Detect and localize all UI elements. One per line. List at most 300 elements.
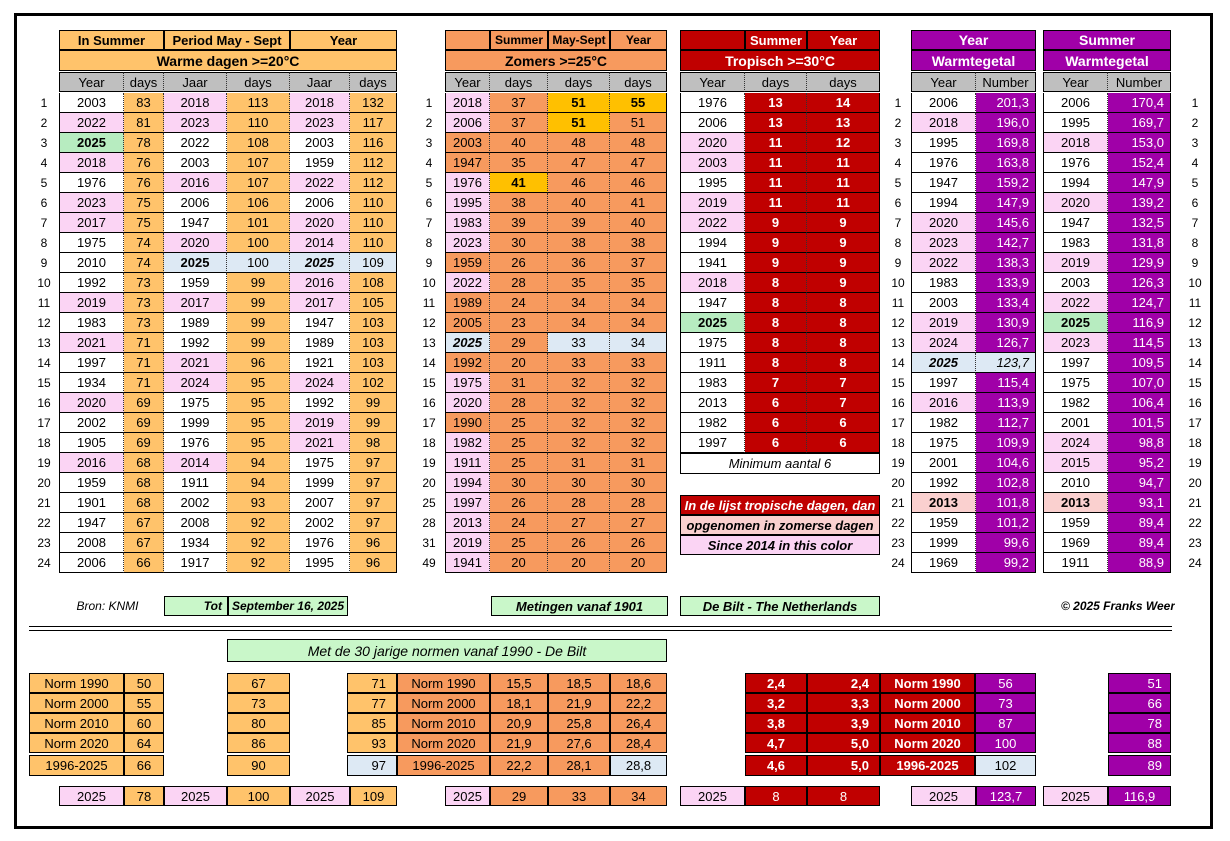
warmtegetal-year-cell: 2024 bbox=[911, 333, 976, 353]
warm-cell: 75 bbox=[124, 193, 164, 213]
current-warm-cell: 2025 bbox=[290, 786, 350, 806]
warmtegetal-year-cell: 2019 bbox=[1043, 253, 1108, 273]
zomers-cell: 28 bbox=[490, 393, 548, 413]
warm-cell: 105 bbox=[350, 293, 397, 313]
rank-number: 15 bbox=[1188, 376, 1202, 390]
header-year: Year bbox=[290, 30, 397, 50]
warm-cell: 96 bbox=[350, 533, 397, 553]
warmtegetal-number-cell: 89,4 bbox=[1108, 513, 1171, 533]
rank-number: 8 bbox=[40, 236, 48, 250]
norm-label: Norm 2010 bbox=[29, 713, 124, 733]
trop-cell: 8 bbox=[745, 333, 807, 353]
rank-number: 8 bbox=[425, 236, 433, 250]
header-summer: Summer bbox=[745, 30, 807, 50]
warm-cell: 2017 bbox=[164, 293, 227, 313]
norm-value: 28,4 bbox=[610, 733, 667, 753]
trop-cell: 7 bbox=[745, 373, 807, 393]
rank-number: 16 bbox=[422, 396, 436, 410]
note-color: Since 2014 in this color bbox=[680, 535, 880, 555]
warmtegetal-number-cell: 152,4 bbox=[1108, 153, 1171, 173]
rank-number: 11 bbox=[422, 296, 436, 310]
warmtegetal-number-cell: 102,8 bbox=[976, 473, 1036, 493]
warm-cell: 1976 bbox=[290, 533, 350, 553]
warmtegetal-number-cell: 101,2 bbox=[976, 513, 1036, 533]
zomers-cell: 32 bbox=[548, 393, 610, 413]
note-summer: opgenomen in zomerse dagen bbox=[680, 515, 880, 535]
warm-cell: 1911 bbox=[164, 473, 227, 493]
rank-number: 49 bbox=[422, 556, 436, 570]
trop-cell: 8 bbox=[807, 333, 880, 353]
current-warm-cell: 109 bbox=[350, 786, 397, 806]
zomers-cell: 2013 bbox=[445, 513, 490, 533]
zomers-cell: 20 bbox=[610, 553, 667, 573]
zomers-cell: 29 bbox=[490, 333, 548, 353]
trop-cell: 9 bbox=[807, 253, 880, 273]
zomers-cell: 35 bbox=[548, 273, 610, 293]
rank-number: 23 bbox=[891, 536, 905, 550]
rank-number: 25 bbox=[422, 496, 436, 510]
warm-cell: 97 bbox=[350, 453, 397, 473]
rank-number: 1 bbox=[40, 96, 48, 110]
location-label: De Bilt - The Netherlands bbox=[680, 596, 880, 616]
warmtegetal-number-cell: 129,9 bbox=[1108, 253, 1171, 273]
zomers-cell: 34 bbox=[548, 293, 610, 313]
warmtegetal-number-cell: 109,9 bbox=[976, 433, 1036, 453]
trop-cell: 1995 bbox=[680, 173, 745, 193]
warm-cell: 110 bbox=[350, 193, 397, 213]
zomers-cell: 39 bbox=[490, 213, 548, 233]
trop-cell: 8 bbox=[807, 353, 880, 373]
zomers-cell: 2020 bbox=[445, 393, 490, 413]
column-header: days bbox=[548, 72, 610, 92]
rank-number: 11 bbox=[891, 296, 905, 310]
zomers-cell: 30 bbox=[490, 233, 548, 253]
warm-cell: 2017 bbox=[290, 293, 350, 313]
zomers-cell: 35 bbox=[610, 273, 667, 293]
warm-cell: 132 bbox=[350, 93, 397, 113]
warmtegetal-year-cell: 1983 bbox=[1043, 233, 1108, 253]
norm-value: 67 bbox=[227, 673, 290, 693]
warm-cell: 2025 bbox=[164, 253, 227, 273]
zomers-cell: 2022 bbox=[445, 273, 490, 293]
warm-cell: 74 bbox=[124, 253, 164, 273]
rank-number: 18 bbox=[891, 436, 905, 450]
warmtegetal-year-cell: 1992 bbox=[911, 473, 976, 493]
zomers-cell: 24 bbox=[490, 293, 548, 313]
warm-cell: 100 bbox=[227, 253, 290, 273]
warm-cell: 2023 bbox=[290, 113, 350, 133]
warm-cell: 2002 bbox=[290, 513, 350, 533]
warm-cell: 68 bbox=[124, 453, 164, 473]
trop-cell: 1941 bbox=[680, 253, 745, 273]
rank-number: 17 bbox=[1188, 416, 1202, 430]
rank-number: 6 bbox=[40, 196, 48, 210]
warm-cell: 1917 bbox=[164, 553, 227, 573]
rank-number: 20 bbox=[422, 476, 436, 490]
norm-value: 97 bbox=[347, 755, 397, 776]
warm-cell: 1983 bbox=[59, 313, 124, 333]
warmtegetal-number-cell: 130,9 bbox=[976, 313, 1036, 333]
warmtegetal-number-cell: 163,8 bbox=[976, 153, 1036, 173]
rank-number: 13 bbox=[1188, 336, 1202, 350]
zomers-cell: 23 bbox=[490, 313, 548, 333]
rank-number: 3 bbox=[425, 136, 433, 150]
warm-cell: 2017 bbox=[59, 213, 124, 233]
warmtegetal-year-cell: 2003 bbox=[911, 293, 976, 313]
warm-cell: 2018 bbox=[164, 93, 227, 113]
current-warm-cell: 78 bbox=[124, 786, 164, 806]
rank-number: 12 bbox=[37, 316, 51, 330]
rank-number: 12 bbox=[1188, 316, 1202, 330]
warm-cell: 108 bbox=[227, 133, 290, 153]
column-header: Year bbox=[445, 72, 490, 92]
warm-cell: 2024 bbox=[164, 373, 227, 393]
header-year: Year bbox=[807, 30, 880, 50]
zomers-cell: 31 bbox=[548, 453, 610, 473]
trop-cell: 1983 bbox=[680, 373, 745, 393]
rank-number: 18 bbox=[1188, 436, 1202, 450]
norm-value: 60 bbox=[124, 713, 164, 733]
trop-cell: 9 bbox=[745, 213, 807, 233]
rank-number: 14 bbox=[37, 356, 51, 370]
norm-value: 15,5 bbox=[490, 673, 548, 693]
warmtegetal-number-cell: 95,2 bbox=[1108, 453, 1171, 473]
warm-cell: 2020 bbox=[59, 393, 124, 413]
rank-number: 12 bbox=[891, 316, 905, 330]
zomers-cell: 32 bbox=[548, 413, 610, 433]
zomers-cell: 1941 bbox=[445, 553, 490, 573]
zomers-cell: 32 bbox=[610, 433, 667, 453]
column-header: days bbox=[350, 72, 397, 92]
norm-value: 3,2 bbox=[745, 693, 807, 713]
zomers-cell: 37 bbox=[490, 113, 548, 133]
zomers-cell: 26 bbox=[610, 533, 667, 553]
warm-cell: 102 bbox=[350, 373, 397, 393]
zomers-cell: 1989 bbox=[445, 293, 490, 313]
minimum-note: Minimum aantal 6 bbox=[680, 453, 880, 474]
zomers-cell: 47 bbox=[548, 153, 610, 173]
warmtegetal-year-cell: 1976 bbox=[1043, 153, 1108, 173]
header-in-summer: In Summer bbox=[59, 30, 164, 50]
header-warme-dagen: Warme dagen >=20°C bbox=[59, 50, 397, 71]
trop-cell: 6 bbox=[745, 393, 807, 413]
norm-value: 73 bbox=[975, 693, 1036, 713]
rank-number: 9 bbox=[894, 256, 902, 270]
warmtegetal-year-cell: 1982 bbox=[1043, 393, 1108, 413]
zomers-cell: 30 bbox=[548, 473, 610, 493]
warmtegetal-year-cell: 2023 bbox=[911, 233, 976, 253]
warmtegetal-year-cell: 2025 bbox=[911, 353, 976, 373]
warmtegetal-number-cell: 139,2 bbox=[1108, 193, 1171, 213]
norm-label: 1996-2025 bbox=[29, 755, 124, 776]
zomers-cell: 25 bbox=[490, 413, 548, 433]
separator-line bbox=[29, 630, 1172, 631]
norm-value: 2,4 bbox=[745, 673, 807, 693]
warmtegetal-number-cell: 201,3 bbox=[976, 93, 1036, 113]
norm-value: 5,0 bbox=[807, 733, 880, 753]
rank-number: 7 bbox=[40, 216, 48, 230]
rank-number: 19 bbox=[422, 456, 436, 470]
warm-cell: 1959 bbox=[290, 153, 350, 173]
warm-cell: 1975 bbox=[59, 233, 124, 253]
warmtegetal-number-cell: 107,0 bbox=[1108, 373, 1171, 393]
rank-number: 20 bbox=[37, 476, 51, 490]
norm-value: 20,9 bbox=[490, 713, 548, 733]
header-warmtegetal: Warmtegetal bbox=[911, 50, 1036, 71]
trop-cell: 6 bbox=[745, 433, 807, 453]
warmtegetal-year-cell: 1969 bbox=[911, 553, 976, 573]
zomers-cell: 2023 bbox=[445, 233, 490, 253]
rank-number: 9 bbox=[1191, 256, 1199, 270]
warmtegetal-number-cell: 93,1 bbox=[1108, 493, 1171, 513]
zomers-cell: 33 bbox=[610, 353, 667, 373]
warm-cell: 95 bbox=[227, 413, 290, 433]
zomers-cell: 48 bbox=[610, 133, 667, 153]
zomers-cell: 55 bbox=[610, 93, 667, 113]
warmtegetal-year-cell: 2006 bbox=[911, 93, 976, 113]
warm-cell: 1905 bbox=[59, 433, 124, 453]
norm-value: 21,9 bbox=[490, 733, 548, 753]
norm-value: 55 bbox=[124, 693, 164, 713]
norm-value: 26,4 bbox=[610, 713, 667, 733]
warmtegetal-year-cell: 1975 bbox=[911, 433, 976, 453]
rank-number: 3 bbox=[40, 136, 48, 150]
rank-number: 5 bbox=[894, 176, 902, 190]
warmtegetal-year-cell: 2023 bbox=[1043, 333, 1108, 353]
trop-cell: 11 bbox=[745, 153, 807, 173]
warm-cell: 1934 bbox=[164, 533, 227, 553]
warm-cell: 2023 bbox=[164, 113, 227, 133]
rank-number: 2 bbox=[425, 116, 433, 130]
trop-cell: 11 bbox=[807, 173, 880, 193]
warmtegetal-year-cell: 2006 bbox=[1043, 93, 1108, 113]
zomers-cell: 2006 bbox=[445, 113, 490, 133]
header-period: Period May - Sept bbox=[164, 30, 290, 50]
zomers-cell: 34 bbox=[610, 313, 667, 333]
zomers-cell: 28 bbox=[610, 493, 667, 513]
warm-cell: 1975 bbox=[164, 393, 227, 413]
column-header: days bbox=[490, 72, 548, 92]
warm-cell: 109 bbox=[350, 253, 397, 273]
norm-label: Norm 2010 bbox=[397, 713, 490, 733]
zomers-cell: 1947 bbox=[445, 153, 490, 173]
norm-value: 73 bbox=[227, 693, 290, 713]
rank-number: 21 bbox=[37, 496, 51, 510]
trop-cell: 8 bbox=[807, 293, 880, 313]
norm-label: Norm 1990 bbox=[29, 673, 124, 693]
trop-cell: 2022 bbox=[680, 213, 745, 233]
rank-number: 3 bbox=[1191, 136, 1199, 150]
warm-cell: 2008 bbox=[164, 513, 227, 533]
warm-cell: 73 bbox=[124, 293, 164, 313]
zomers-cell: 27 bbox=[548, 513, 610, 533]
rank-number: 11 bbox=[37, 296, 51, 310]
rank-number: 9 bbox=[40, 256, 48, 270]
trop-cell: 6 bbox=[807, 433, 880, 453]
warmtegetal-number-cell: 133,9 bbox=[976, 273, 1036, 293]
rank-number: 17 bbox=[891, 416, 905, 430]
warm-cell: 2020 bbox=[164, 233, 227, 253]
warmtegetal-year-cell: 2024 bbox=[1043, 433, 1108, 453]
rank-number: 8 bbox=[1191, 236, 1199, 250]
warm-cell: 2016 bbox=[59, 453, 124, 473]
warm-cell: 1947 bbox=[164, 213, 227, 233]
zomers-cell: 1982 bbox=[445, 433, 490, 453]
current-zomers-cell: 2025 bbox=[445, 786, 490, 806]
trop-cell: 8 bbox=[745, 353, 807, 373]
zomers-cell: 1911 bbox=[445, 453, 490, 473]
trop-cell: 13 bbox=[807, 113, 880, 133]
warmtegetal-year-cell: 2013 bbox=[1043, 493, 1108, 513]
warmtegetal-year-cell: 1994 bbox=[1043, 173, 1108, 193]
warm-cell: 99 bbox=[350, 413, 397, 433]
rank-number: 24 bbox=[37, 556, 51, 570]
warmtegetal-number-cell: 109,5 bbox=[1108, 353, 1171, 373]
zomers-cell: 28 bbox=[548, 493, 610, 513]
rank-number: 13 bbox=[422, 336, 436, 350]
rank-number: 19 bbox=[37, 456, 51, 470]
norm-value: 3,9 bbox=[807, 713, 880, 733]
rank-number: 23 bbox=[37, 536, 51, 550]
zomers-cell: 2005 bbox=[445, 313, 490, 333]
warmtegetal-year-cell: 2020 bbox=[911, 213, 976, 233]
warm-cell: 96 bbox=[227, 353, 290, 373]
warm-cell: 1934 bbox=[59, 373, 124, 393]
rank-number: 10 bbox=[37, 276, 51, 290]
norm-value: 86 bbox=[227, 733, 290, 753]
rank-number: 5 bbox=[425, 176, 433, 190]
norm-value: 78 bbox=[1108, 713, 1171, 733]
warm-cell: 94 bbox=[227, 473, 290, 493]
warm-cell: 97 bbox=[350, 513, 397, 533]
rank-number: 13 bbox=[37, 336, 51, 350]
warmtegetal-number-cell: 88,9 bbox=[1108, 553, 1171, 573]
trop-cell: 6 bbox=[807, 413, 880, 433]
rank-number: 28 bbox=[422, 516, 436, 530]
rank-number: 10 bbox=[1188, 276, 1202, 290]
warm-cell: 99 bbox=[227, 273, 290, 293]
zomers-cell: 51 bbox=[610, 113, 667, 133]
header-year: Year bbox=[911, 30, 1036, 50]
header-may-sept: May-Sept bbox=[548, 30, 610, 50]
column-header: Year bbox=[911, 72, 976, 92]
trop-cell: 11 bbox=[745, 173, 807, 193]
norm-value: 80 bbox=[227, 713, 290, 733]
warmtegetal-year-cell: 1982 bbox=[911, 413, 976, 433]
rank-number: 24 bbox=[891, 556, 905, 570]
warm-cell: 1921 bbox=[290, 353, 350, 373]
trop-cell: 9 bbox=[807, 213, 880, 233]
norm-value: 4,7 bbox=[745, 733, 807, 753]
norm-value: 21,9 bbox=[548, 693, 610, 713]
header-blank bbox=[445, 30, 490, 50]
zomers-cell: 34 bbox=[610, 293, 667, 313]
rank-number: 10 bbox=[891, 276, 905, 290]
warm-cell: 106 bbox=[227, 193, 290, 213]
warm-cell: 2006 bbox=[164, 193, 227, 213]
zomers-cell: 25 bbox=[490, 533, 548, 553]
warm-cell: 71 bbox=[124, 333, 164, 353]
zomers-cell: 30 bbox=[610, 473, 667, 493]
rank-number: 22 bbox=[891, 516, 905, 530]
warm-cell: 2002 bbox=[59, 413, 124, 433]
warm-cell: 1992 bbox=[290, 393, 350, 413]
zomers-cell: 25 bbox=[490, 433, 548, 453]
rank-number: 22 bbox=[37, 516, 51, 530]
zomers-cell: 31 bbox=[610, 453, 667, 473]
rank-number: 16 bbox=[37, 396, 51, 410]
warm-cell: 2010 bbox=[59, 253, 124, 273]
warmtegetal-year-cell: 1976 bbox=[911, 153, 976, 173]
warm-cell: 108 bbox=[350, 273, 397, 293]
norm-value: 56 bbox=[975, 673, 1036, 693]
warmtegetal-number-cell: 147,9 bbox=[1108, 173, 1171, 193]
current-warm-cell: 100 bbox=[227, 786, 290, 806]
warm-cell: 2022 bbox=[164, 133, 227, 153]
metingen-label: Metingen vanaf 1901 bbox=[491, 596, 668, 616]
trop-cell: 9 bbox=[807, 273, 880, 293]
trop-cell: 9 bbox=[745, 233, 807, 253]
warmtegetal-year-cell: 2020 bbox=[1043, 193, 1108, 213]
zomers-cell: 1990 bbox=[445, 413, 490, 433]
column-header: days bbox=[610, 72, 667, 92]
trop-cell: 1975 bbox=[680, 333, 745, 353]
warm-cell: 95 bbox=[227, 373, 290, 393]
norm-value: 88 bbox=[1108, 733, 1171, 753]
zomers-cell: 1994 bbox=[445, 473, 490, 493]
trop-cell: 2006 bbox=[680, 113, 745, 133]
warm-cell: 2003 bbox=[59, 93, 124, 113]
warm-cell: 73 bbox=[124, 273, 164, 293]
warmtegetal-year-cell: 2001 bbox=[911, 453, 976, 473]
zomers-cell: 48 bbox=[548, 133, 610, 153]
trop-cell: 2003 bbox=[680, 153, 745, 173]
rank-number: 20 bbox=[1188, 476, 1202, 490]
warmtegetal-year-cell: 2022 bbox=[911, 253, 976, 273]
rank-number: 14 bbox=[422, 356, 436, 370]
zomers-cell: 37 bbox=[610, 253, 667, 273]
warmtegetal-year-cell: 1975 bbox=[1043, 373, 1108, 393]
norm-value: 102 bbox=[975, 755, 1036, 776]
current-wyear-cell: 2025 bbox=[911, 786, 976, 806]
zomers-cell: 46 bbox=[610, 173, 667, 193]
warm-cell: 107 bbox=[227, 153, 290, 173]
warmtegetal-year-cell: 1969 bbox=[1043, 533, 1108, 553]
warm-cell: 112 bbox=[350, 153, 397, 173]
header-blank bbox=[680, 30, 745, 50]
zomers-cell: 20 bbox=[548, 553, 610, 573]
warmtegetal-number-cell: 138,3 bbox=[976, 253, 1036, 273]
warmtegetal-number-cell: 106,4 bbox=[1108, 393, 1171, 413]
column-header: days bbox=[807, 72, 880, 92]
note-tropical: In de lijst tropische dagen, dan bbox=[680, 495, 880, 515]
zomers-cell: 51 bbox=[548, 93, 610, 113]
warmtegetal-year-cell: 2016 bbox=[911, 393, 976, 413]
rank-number: 19 bbox=[1188, 456, 1202, 470]
warmtegetal-number-cell: 159,2 bbox=[976, 173, 1036, 193]
rank-number: 2 bbox=[1191, 116, 1199, 130]
warm-cell: 2014 bbox=[290, 233, 350, 253]
trop-cell: 1982 bbox=[680, 413, 745, 433]
warm-cell: 107 bbox=[227, 173, 290, 193]
tot-label: Tot bbox=[164, 596, 228, 616]
trop-cell: 1994 bbox=[680, 233, 745, 253]
warm-cell: 97 bbox=[350, 473, 397, 493]
norm-label: Norm 1990 bbox=[880, 673, 975, 693]
zomers-cell: 28 bbox=[490, 273, 548, 293]
warm-cell: 2022 bbox=[59, 113, 124, 133]
zomers-cell: 2018 bbox=[445, 93, 490, 113]
